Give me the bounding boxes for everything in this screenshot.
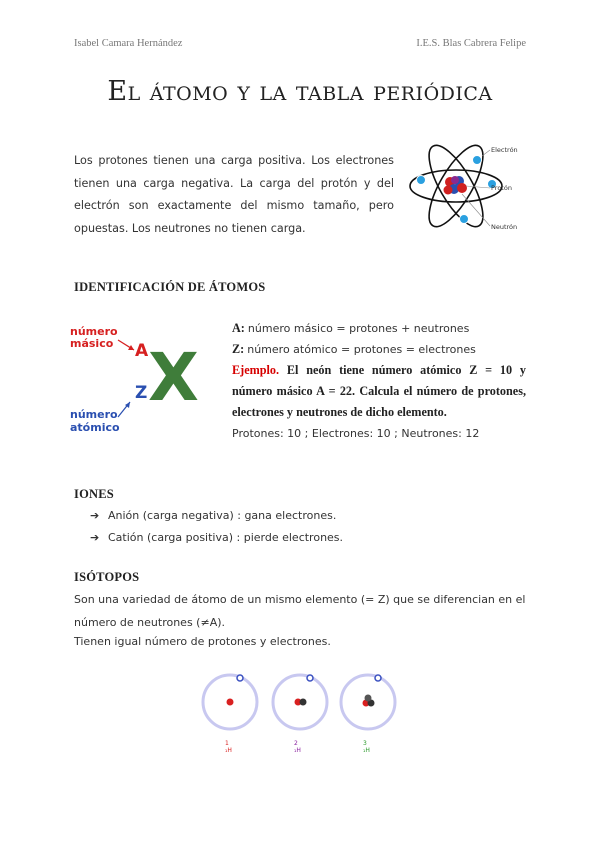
iones-list bbox=[90, 505, 343, 549]
notation-figure bbox=[68, 318, 218, 440]
heading-isotopos: ISÓTOPOS bbox=[74, 570, 140, 584]
definitions-block bbox=[232, 318, 526, 444]
header-school: I.E.S. Blas Cabrera Felipe bbox=[416, 38, 526, 49]
isotope-3-mass: 3 bbox=[363, 740, 367, 747]
def-a-key: A: bbox=[232, 321, 245, 335]
label-numero-atomico-1: número bbox=[70, 408, 118, 421]
anion-text: Anión (carga negativa) : gana electrones. bbox=[108, 509, 337, 522]
isotopos-paragraph-2: Tienen igual número de protones y electrones. bbox=[74, 635, 331, 648]
example-label: Ejemplo. bbox=[232, 363, 280, 377]
atom-diagram bbox=[404, 132, 534, 244]
label-electron: Electrón bbox=[491, 146, 518, 154]
electron-left bbox=[417, 176, 426, 185]
def-a bbox=[232, 318, 526, 339]
label-neutron: Neutrón bbox=[491, 223, 518, 231]
def-z-key: Z: bbox=[232, 342, 245, 356]
label-numero-masico-2: másico bbox=[70, 337, 114, 350]
letter-a: A bbox=[135, 341, 149, 361]
label-numero-atomico-2: atómico bbox=[70, 421, 120, 434]
isotope-3 bbox=[341, 675, 395, 729]
list-item-anion bbox=[90, 505, 343, 527]
example-text: El neón tiene número atómico Z = 10 y número másico A = 22. Calcula el número de protones, electrones y neutrones de dicho elemento. bbox=[232, 363, 526, 419]
electron-top bbox=[473, 156, 482, 165]
header-author: Isabel Camara Hernández bbox=[74, 38, 183, 49]
isotope-2-mass: 2 bbox=[294, 740, 298, 747]
label-proton: Protón bbox=[491, 184, 512, 192]
isotope-2-symbol: ₁H bbox=[294, 747, 301, 754]
page-title: El átomo y la tabla periódica bbox=[107, 76, 493, 107]
isotope-2 bbox=[273, 675, 327, 729]
example bbox=[232, 360, 526, 423]
isotope-1-mass: 1 bbox=[225, 740, 229, 747]
cation-text: Catión (carga positiva) : pierde electrones. bbox=[108, 531, 344, 544]
arrow-icon: ➔ bbox=[90, 531, 100, 544]
electron-bottom bbox=[460, 215, 469, 224]
letter-x: X bbox=[148, 339, 199, 416]
isotopos-paragraph-1: Son una variedad de átomo de un mismo elemento (= Z) que se diferencian en el número de neutrones (≠A). bbox=[74, 593, 526, 629]
isotope-3-symbol: ₁H bbox=[363, 747, 370, 754]
heading-iones: IONES bbox=[74, 487, 114, 501]
isotope-1-symbol: ₁H bbox=[225, 747, 232, 754]
arrow-icon: ➔ bbox=[90, 509, 100, 522]
def-z bbox=[232, 339, 526, 360]
nucleus bbox=[444, 176, 468, 195]
example-answer: Protones: 10 ; Electrones: 10 ; Neutrones: 12 bbox=[232, 427, 480, 440]
heading-identificacion: IDENTIFICACIÓN DE ÁTOMOS bbox=[74, 280, 266, 294]
letter-z: Z bbox=[135, 383, 148, 403]
def-z-text: número atómico = protones = electrones bbox=[247, 343, 476, 356]
label-numero-masico-1: número bbox=[70, 325, 118, 338]
isotopes-figure bbox=[196, 668, 402, 758]
list-item-cation bbox=[90, 527, 343, 549]
intro-paragraph: Los protones tienen una carga positiva. Los electrones tienen una carga negativa. La carga del protón y del electrón son exactamente del mismo tamaño, pero opuestas. Los neutrones no tienen carga. bbox=[74, 154, 394, 235]
isotope-1 bbox=[203, 675, 257, 729]
def-a-text: número másico = protones + neutrones bbox=[247, 322, 470, 335]
